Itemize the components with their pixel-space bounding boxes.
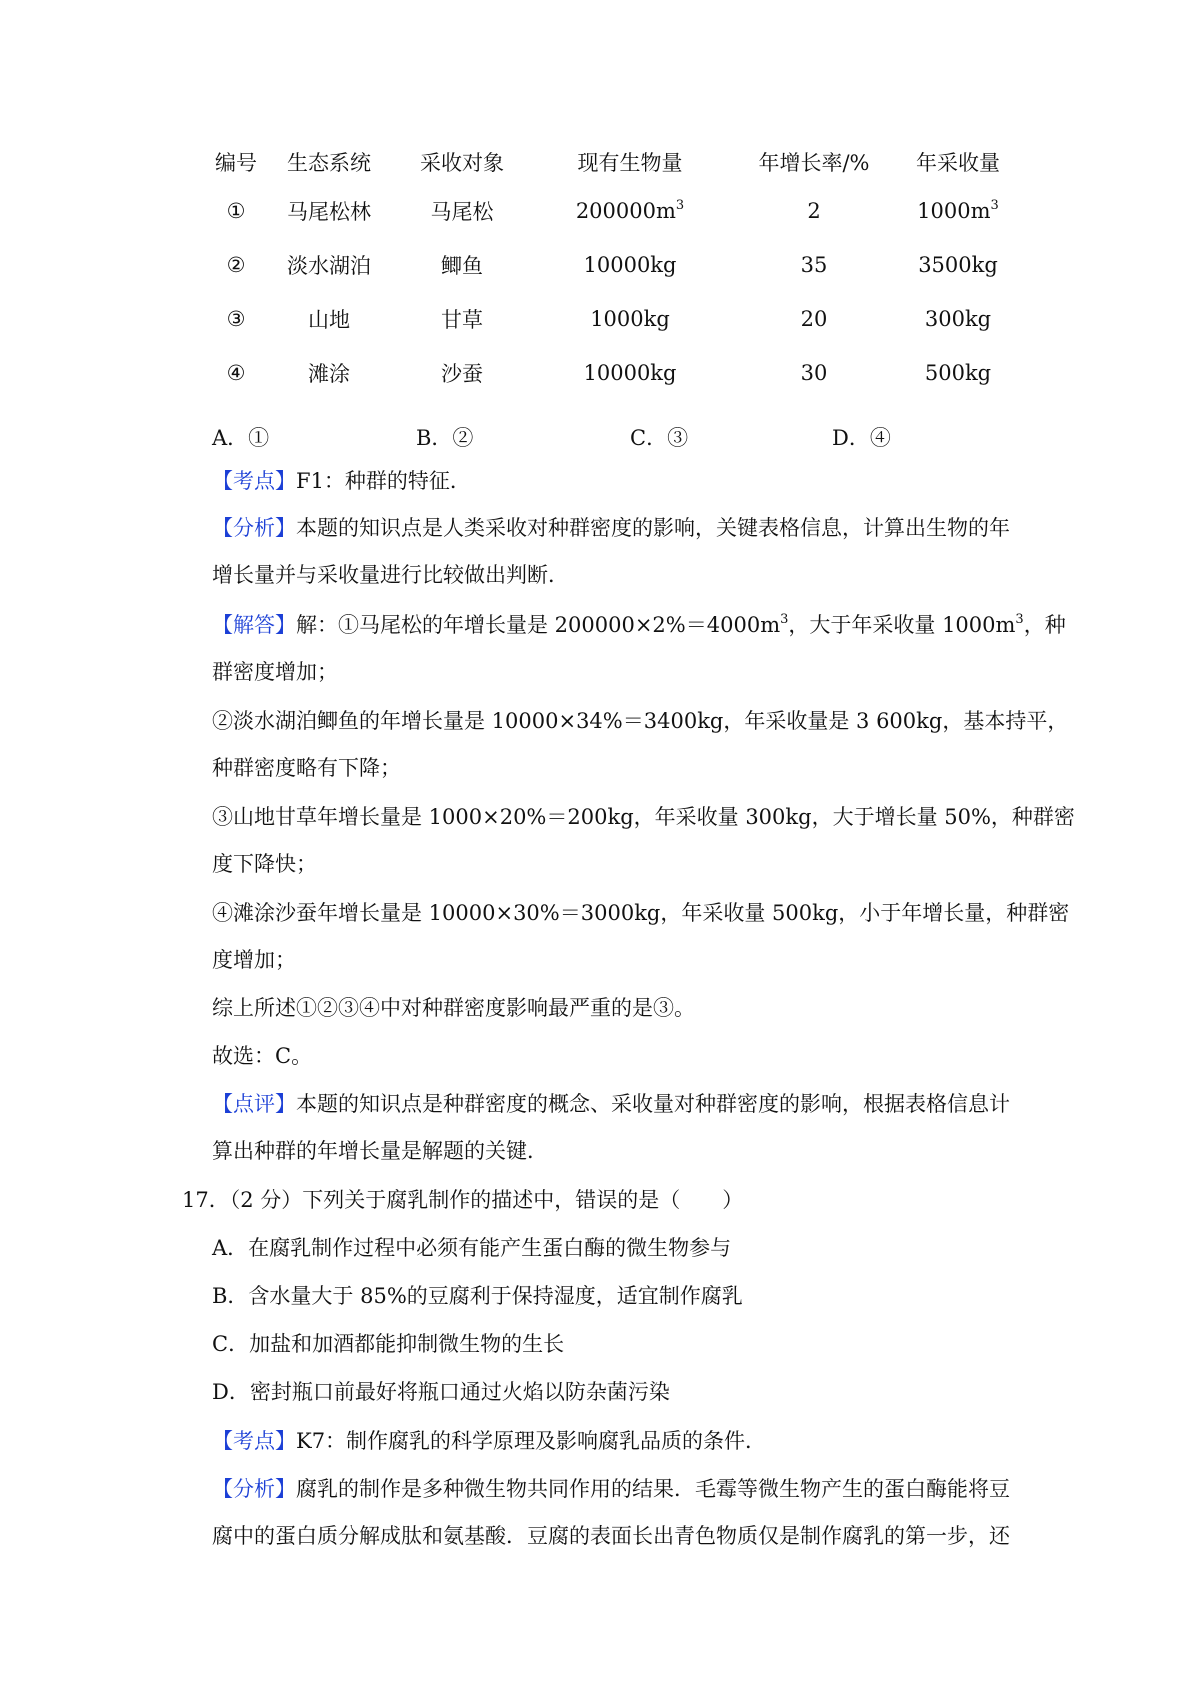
q16-line5: ③山地甘草年增长量是 1000×20%＝200kg，年采收量 300kg，大于增长量 50%，种群密 — [212, 805, 1075, 829]
q17-option-b: B．含水量大于 85%的豆腐利于保持湿度，适宜制作腐乳 — [212, 1284, 743, 1308]
q16-option-d: D．④ — [832, 426, 891, 450]
cell-harvest: 300kg — [924, 307, 992, 331]
cell-rate: 35 — [800, 253, 828, 277]
table-row — [208, 184, 1018, 238]
biomass-value: 200000m — [575, 199, 676, 223]
question-stem: （2 分）下列关于腐乳制作的描述中，错误的是（ ） — [229, 1188, 744, 1212]
jieda-text-b: ，大于年采收量 1000m — [788, 613, 1016, 637]
cell-ecosystem: 淡水湖泊 — [287, 254, 371, 278]
header-biomass: 现有生物量 — [577, 151, 683, 175]
cell-biomass: 10000kg — [583, 253, 677, 277]
cell-object: 沙蚕 — [441, 362, 483, 386]
fenxi-tag: 【分析】 — [212, 1477, 296, 1501]
jieda-tag: 【解答】 — [212, 613, 296, 637]
cell-rate: 20 — [800, 307, 828, 331]
header-harvest-object: 采收对象 — [420, 151, 504, 175]
q16-line3: ②淡水湖泊鲫鱼的年增长量是 10000×34%＝3400kg，年采收量是 3 600kg，基本持平， — [212, 709, 1069, 733]
fenxi-text: 本题的知识点是人类采收对种群密度的影响，关键表格信息，计算出生物的年 — [296, 516, 1010, 540]
cell-object: 马尾松 — [430, 200, 494, 224]
q17-fenxi-line1 — [212, 1474, 1010, 1504]
dianping-tag: 【点评】 — [212, 1092, 296, 1116]
cell-harvest: 3500kg — [918, 253, 998, 277]
kaodian-tag: 【考点】 — [212, 469, 296, 493]
q16-kaodian — [212, 466, 471, 496]
cell-object: 甘草 — [441, 308, 483, 332]
q16-dianping-line1 — [212, 1089, 1010, 1119]
header-annual-harvest: 年采收量 — [916, 151, 1000, 175]
cell-rate: 2 — [807, 199, 821, 223]
header-growth-rate: 年增长率/% — [758, 151, 870, 175]
harvest-table — [208, 140, 1018, 400]
cell-rate: 30 — [800, 361, 828, 385]
jieda-exponent-2: 3 — [1015, 612, 1024, 627]
table-row — [208, 238, 1018, 292]
q16-line10: 故选：C。 — [212, 1044, 313, 1068]
harvest-value: 1000m — [917, 199, 991, 223]
jieda-text-c: ，种 — [1023, 613, 1066, 637]
table-row — [208, 292, 1018, 346]
q16-line6: 度下降快； — [212, 852, 317, 876]
cell-number: ① — [226, 199, 246, 223]
cell-harvest — [898, 184, 1018, 238]
biomass-exponent: 3 — [675, 198, 685, 213]
question-number: 17． — [182, 1188, 230, 1212]
q16-jieda-line1 — [212, 610, 1066, 640]
cell-number: ③ — [226, 307, 246, 331]
cell-ecosystem: 山地 — [308, 308, 350, 332]
q16-fenxi-line2: 增长量并与采收量进行比较做出判断． — [212, 563, 569, 587]
q16-line4: 种群密度略有下降； — [212, 756, 401, 780]
q16-line7: ④滩涂沙蚕年增长量是 10000×30%＝3000kg，年采收量 500kg，小于年增长量，种群密 — [212, 901, 1070, 925]
cell-number: ④ — [226, 361, 246, 385]
q16-dianping-line2: 算出种群的年增长量是解题的关键． — [212, 1139, 548, 1163]
dianping-text: 本题的知识点是种群密度的概念、采收量对种群密度的影响，根据表格信息计 — [296, 1092, 1010, 1116]
cell-biomass — [530, 184, 730, 238]
fenxi-tag: 【分析】 — [212, 516, 296, 540]
kaodian-text: F1：种群的特征． — [296, 469, 471, 493]
fenxi-text: 腐乳的制作是多种微生物共同作用的结果．毛霉等微生物产生的蛋白酶能将豆 — [296, 1477, 1010, 1501]
cell-ecosystem: 马尾松林 — [287, 200, 371, 224]
q16-line8: 度增加； — [212, 948, 296, 972]
q16-jieda-line2: 群密度增加； — [212, 660, 338, 684]
q17-kaodian — [212, 1426, 766, 1456]
q16-line9: 综上所述①②③④中对种群密度影响最严重的是③。 — [212, 996, 695, 1020]
cell-biomass: 1000kg — [590, 307, 670, 331]
header-number: 编号 — [215, 151, 257, 175]
cell-number: ② — [226, 253, 246, 277]
table-header-row — [208, 140, 1018, 184]
q16-option-c: C．③ — [630, 426, 689, 450]
q17-option-c: C．加盐和加酒都能抑制微生物的生长 — [212, 1332, 565, 1356]
q17-fenxi-line2: 腐中的蛋白质分解成肽和氨基酸．豆腐的表面长出青色物质仅是制作腐乳的第一步，还 — [212, 1524, 1010, 1548]
q16-option-b: B．② — [416, 426, 474, 450]
q16-fenxi-line1 — [212, 513, 1010, 543]
kaodian-tag: 【考点】 — [212, 1429, 296, 1453]
jieda-text-a: 解：①马尾松的年增长量是 200000×2%＝4000m — [296, 613, 781, 637]
q17-option-d: D．密封瓶口前最好将瓶口通过火焰以防杂菌污染 — [212, 1380, 670, 1404]
q17-option-a: A．在腐乳制作过程中必须有能产生蛋白酶的微生物参与 — [212, 1236, 732, 1260]
cell-ecosystem: 滩涂 — [308, 362, 350, 386]
harvest-exponent: 3 — [990, 198, 999, 213]
jieda-exponent-1: 3 — [780, 612, 789, 627]
cell-biomass: 10000kg — [583, 361, 677, 385]
table-row — [208, 346, 1018, 400]
header-ecosystem: 生态系统 — [287, 151, 371, 175]
q16-option-a: A．① — [212, 426, 270, 450]
cell-object: 鲫鱼 — [441, 254, 483, 278]
cell-harvest: 500kg — [924, 361, 992, 385]
q17-stem — [182, 1185, 743, 1215]
kaodian-text: K7：制作腐乳的科学原理及影响腐乳品质的条件． — [296, 1429, 767, 1453]
